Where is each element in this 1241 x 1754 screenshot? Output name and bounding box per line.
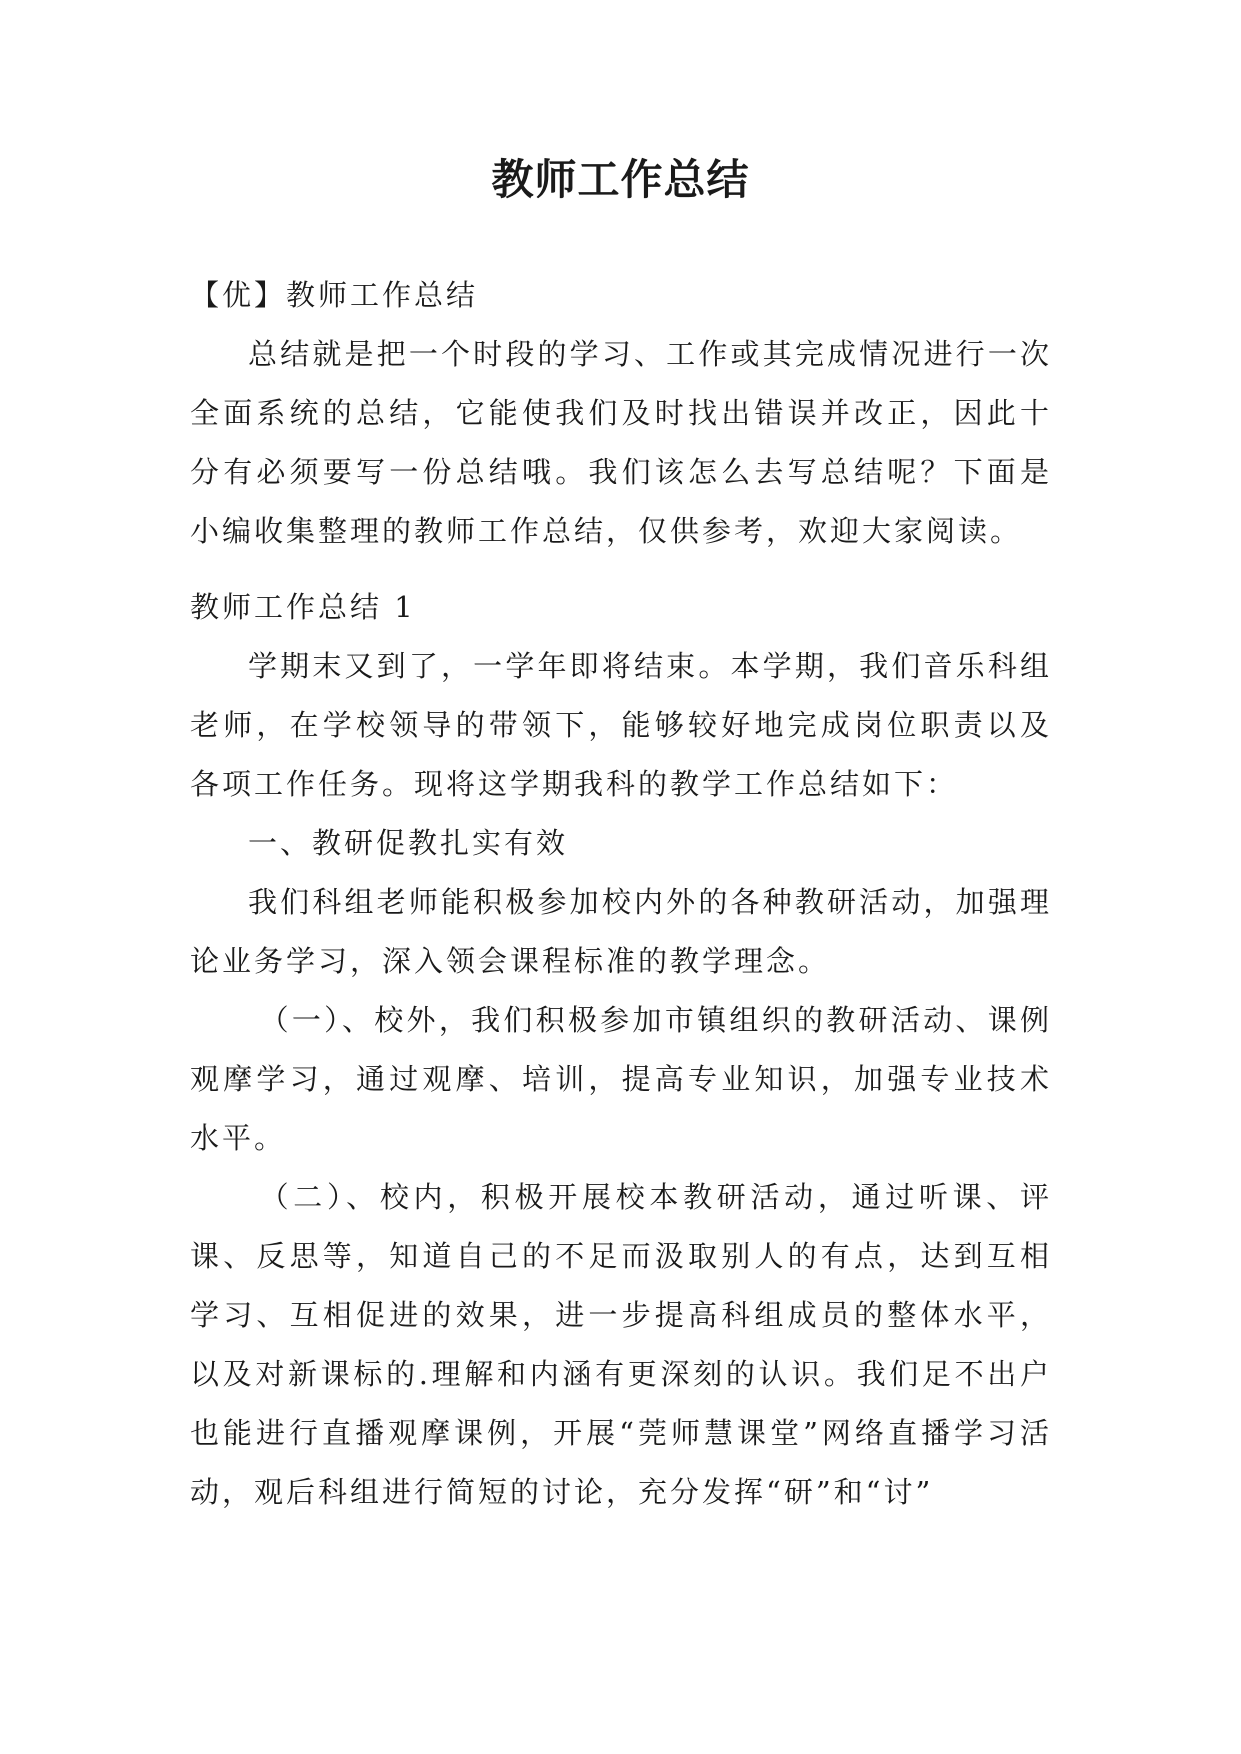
- section-block: [190, 578, 1052, 1522]
- intro-block: [190, 266, 1052, 561]
- document-subtitle: 【优】教师工作总结: [190, 278, 479, 312]
- item-paragraph-1: （一）、校外，我们积极参加市镇组织的教研活动、课例观摩学习，通过观摩、培训，提高专业知识，加强专业技术水平。: [190, 1003, 1052, 1155]
- intro-paragraph: 总结就是把一个时段的学习、工作或其完成情况进行一次全面系统的总结，它能使我们及时找出错误并改正，因此十分有必须要写一份总结哦。我们该怎么去写总结呢？下面是小编收集整理的教师工作总结，仅供参考，欢迎大家阅读。: [190, 337, 1052, 548]
- section-heading: 教师工作总结 1: [190, 590, 416, 624]
- subheading-1: 一、教研促教扎实有效: [248, 826, 569, 860]
- item-paragraph-2: （二）、校内，积极开展校本教研活动，通过听课、评课、反思等，知道自己的不足而汲取别人的有点，达到互相学习、互相促进的效果，进一步提高科组成员的整体水平，以及对新课标的.理解和内涵有更深刻的认识。我们足不出户也能进行直播观摩课例，开展“莞师慧课堂”网络直播学习活动，观后科组进行简短的讨论，充分发挥“研”和“讨”: [190, 1180, 1052, 1509]
- section-paragraph-1: 学期末又到了，一学年即将结束。本学期，我们音乐科组老师，在学校领导的带领下，能够较好地完成岗位职责以及各项工作任务。现将这学期我科的教学工作总结如下：: [190, 649, 1052, 801]
- section-paragraph-2: 我们科组老师能积极参加校内外的各种教研活动，加强理论业务学习，深入领会课程标准的教学理念。: [190, 885, 1052, 978]
- document-title: 教师工作总结: [491, 155, 750, 204]
